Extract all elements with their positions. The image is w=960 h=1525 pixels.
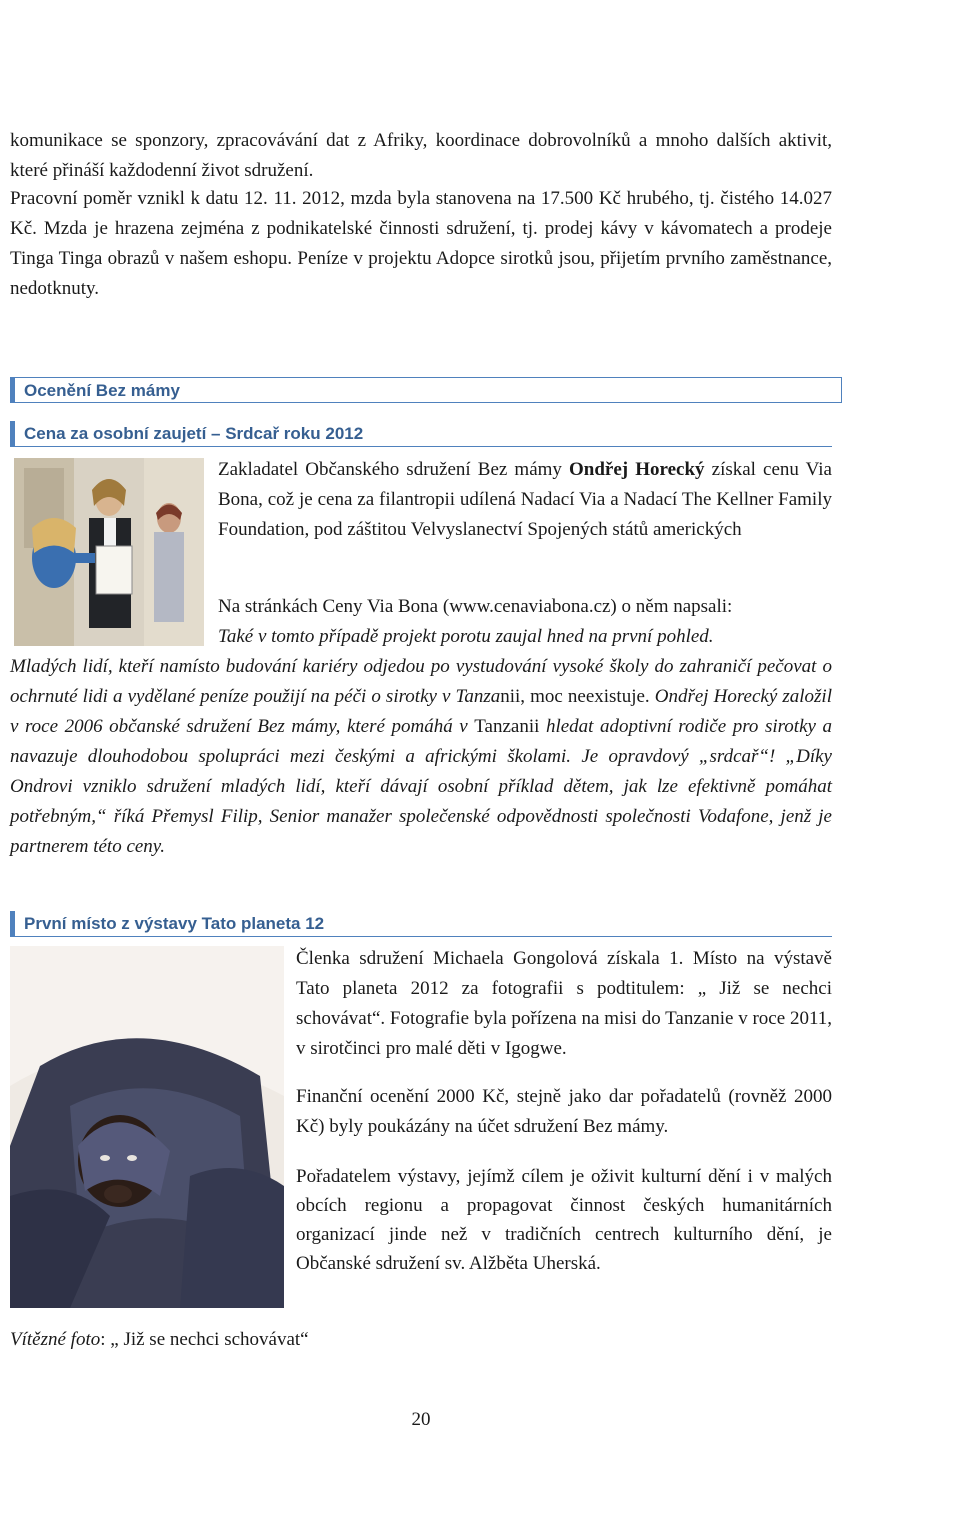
section-heading-srdcar: Cena za osobní zaujetí – Srdcař roku 2012	[10, 421, 832, 447]
award1-quote-first: Také v tomto případě projekt porotu zaujal hned na první pohled.	[218, 626, 714, 647]
award1-description: Zakladatel Občanského sdružení Bez mámy Ondřej Horecký získal cenu Via Bona, což je cena za filantropii udílená Nadací Via a Nadací The Kellner Family Foundation, pod záštitou Velvyslanectví Spojených států amerických	[218, 459, 832, 540]
award2-financial: Finanční ocenění 2000 Kč, stejně jako dar pořadatelů (rovněž 2000 Kč) byly poukázány na účet sdružení Bez mámy.	[296, 1086, 832, 1137]
photo-caption: Vítězné foto: „ Již se nechci schovávat“	[10, 1329, 309, 1350]
award1-source: Na stránkách Ceny Via Bona (www.cenaviabona.cz) o něm napsali:	[218, 596, 733, 617]
award2-description: Členka sdružení Michaela Gongolová získala 1. Místo na výstavě Tato planeta 2012 za fotografii s podtitulem: „ Již se nechci schovávat“. Fotografie byla pořízena na misi do Tanzanie v roce 2011, v sirotčinci pro malé děti v Igogwe.	[296, 948, 832, 1059]
winner-name: Ondřej Horecký	[569, 459, 705, 480]
page-number: 20	[411, 1409, 431, 1430]
section-heading-awards: Ocenění Bez mámy	[10, 377, 842, 403]
section-heading-tato-planeta: První místo z výstavy Tato planeta 12	[10, 911, 832, 937]
award2-organizer: Pořadatelem výstavy, jejímž cílem je oživit kulturní dění i v malých obcích regionu a propagovat činnost českých humanitárních organizací jinde než v tradičních centrech kulturního dění, je Občanské sdružení sv. Alžběta Uherská.	[296, 1166, 832, 1274]
paragraph-employment: Pracovní poměr vznikl k datu 12. 11. 2012, mzda byla stanovena na 17.500 Kč hrubého, tj. čistého 14.027 Kč. Mzda je hrazena zejména z podnikatelské činnosti sdružení, tj. prodej kávy v kávomatech a prodeje Tinga Tinga obrazů v našem eshopu. Peníze v projektu Adopce sirotků jsou, přijetím prvního zaměstnance, nedotknuty.	[10, 188, 832, 299]
award-ceremony-photo	[14, 458, 204, 646]
winning-photo-child	[10, 946, 284, 1308]
paragraph-intro: komunikace se sponzory, zpracovávání dat z Afriky, koordinace dobrovolníků a mnoho dalších aktivit, které přináší každodenní život sdružení.	[10, 130, 832, 181]
award1-quote-rest: Mladých lidí, kteří namísto budování kariéry odjedou po vystudování vysoké školy do zahraničí pečovat o ochrnuté lidi a vydělané peníze použijí na péči o sirotky v Tanzanii, moc neexistuje. Ondřej Horecký založil v roce 2006 občanské sdružení Bez mámy, které pomáhá v Tanzanii hledat adoptivní rodiče pro sirotky a navazuje dlouhodobou spolupráci mezi českými a africkými školami. Je opravdový „srdcař“! „Díky Ondrovi vzniklo sdružení mladých lidí, kteří dávají osobní příklad dětem, jak lze efektivně pomáhat potřebným,“ říká Přemysl Filip, Senior manažer společenské odpovědnosti společnosti Vodafone, jenž je partnerem této ceny.	[10, 656, 832, 857]
